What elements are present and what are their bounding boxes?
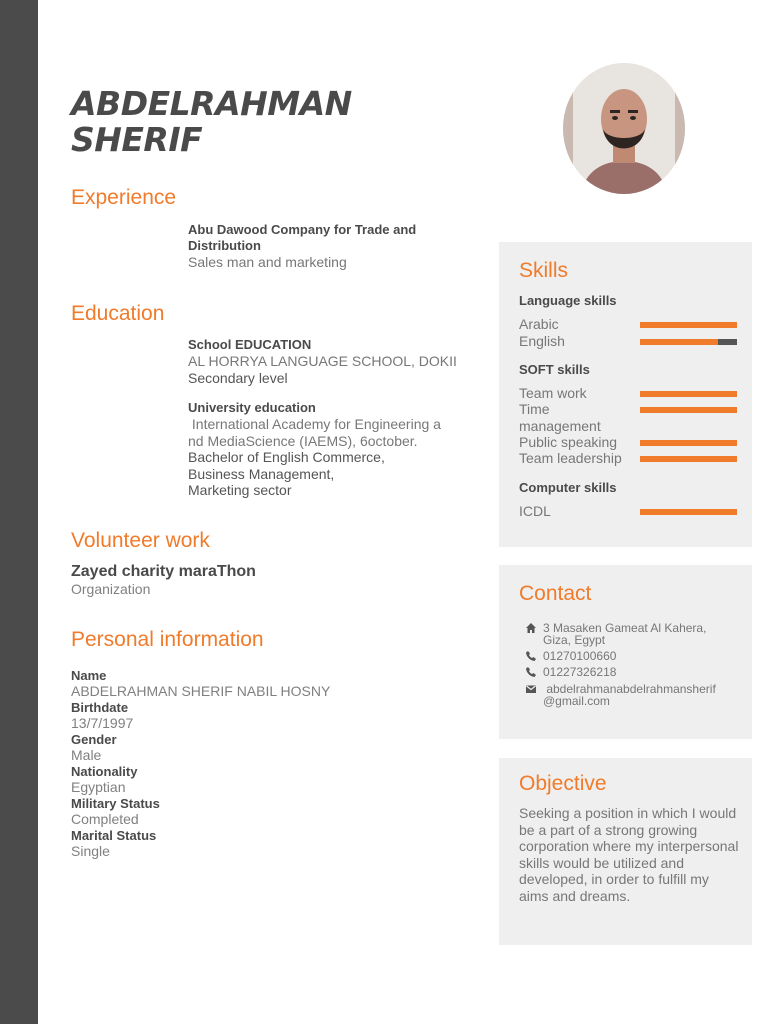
education-heading: Education bbox=[71, 302, 165, 325]
name-line-2: SHERIF bbox=[71, 120, 203, 159]
profile-photo bbox=[563, 63, 685, 194]
phone-icon bbox=[525, 666, 537, 678]
experience-heading: Experience bbox=[71, 186, 177, 209]
personal-value-name: ABDELRAHMAN SHERIF NABIL HOSNY bbox=[71, 683, 331, 699]
skill-bar-public-speaking bbox=[640, 440, 737, 446]
experience-entry bbox=[188, 222, 468, 271]
personal-value-nationality: Egyptian bbox=[71, 779, 126, 795]
university-degree-line-2: Business Management, bbox=[188, 465, 335, 482]
university-title: University education bbox=[188, 400, 316, 415]
university-degree-line-1: Bachelor of English Commerce, bbox=[188, 449, 385, 465]
skill-team-work: Team work bbox=[519, 385, 587, 401]
skills-heading: Skills bbox=[519, 259, 569, 282]
objective-panel bbox=[499, 758, 752, 945]
personal-label-nationality: Nationality bbox=[71, 764, 138, 779]
personal-heading: Personal information bbox=[71, 628, 264, 651]
contact-phone-1 bbox=[525, 650, 745, 662]
phone-icon bbox=[525, 650, 537, 662]
personal-value-military: Completed bbox=[71, 811, 139, 827]
personal-label-military: Military Status bbox=[71, 796, 160, 811]
home-icon bbox=[525, 622, 537, 634]
contact-phone-2-text: 01227326218 bbox=[543, 665, 617, 679]
volunteer-entry bbox=[71, 563, 371, 597]
personal-label-name: Name bbox=[71, 668, 107, 683]
contact-email-line-2: @gmail.com bbox=[543, 694, 610, 708]
computer-skills-title: Computer skills bbox=[519, 480, 617, 495]
experience-role: Sales man and marketing bbox=[188, 254, 347, 270]
objective-heading: Objective bbox=[519, 772, 607, 795]
school-level: Secondary level bbox=[188, 369, 288, 386]
skill-public-speaking: Public speaking bbox=[519, 434, 618, 450]
school-title: School EDUCATION bbox=[188, 337, 312, 352]
volunteer-heading: Volunteer work bbox=[71, 529, 210, 552]
university-degree-line-3: Marketing sector bbox=[188, 482, 292, 498]
skills-panel bbox=[499, 242, 752, 547]
school-institution: AL HORRYA LANGUAGE SCHOOL, DOKII bbox=[188, 353, 457, 369]
skill-bar-team-work bbox=[640, 391, 737, 397]
personal-value-marital: Single bbox=[71, 843, 110, 859]
skill-bar-icdl bbox=[640, 509, 737, 515]
skill-english: English bbox=[519, 333, 565, 349]
personal-info-list bbox=[71, 668, 451, 860]
skill-icdl: ICDL bbox=[519, 503, 551, 519]
objective-text: Seeking a position in which I would be a part of a strong growing corporation where my interpersonal skills would be utilized and developed, in order to fulfill my aims and dreams. bbox=[519, 805, 739, 904]
personal-value-gender: Male bbox=[71, 747, 102, 763]
personal-value-birthdate: 13/7/1997 bbox=[71, 715, 134, 731]
candidate-name bbox=[71, 86, 491, 158]
experience-company-line-1: Abu Dawood Company for Trade and bbox=[188, 222, 417, 237]
skill-team-leadership: Team leadership bbox=[519, 450, 622, 466]
envelope-icon bbox=[525, 683, 537, 695]
name-line-1: ABDELRAHMAN bbox=[71, 84, 352, 123]
contact-phone-2 bbox=[525, 666, 745, 678]
personal-label-marital: Marital Status bbox=[71, 828, 157, 843]
personal-label-birthdate: Birthdate bbox=[71, 700, 129, 715]
skill-arabic: Arabic bbox=[519, 316, 559, 332]
skill-time-management-line-1: Time bbox=[519, 401, 550, 417]
contact-email[interactable] bbox=[525, 683, 745, 707]
volunteer-title: Zayed charity maraThon bbox=[71, 563, 256, 580]
contact-address-line-1: 3 Masaken Gameat Al Kahera, bbox=[543, 621, 707, 635]
contact-phone-1-text: 01270100660 bbox=[543, 649, 617, 663]
personal-label-gender: Gender bbox=[71, 732, 117, 747]
university-institution-line-1: International Academy for Engineering a bbox=[188, 416, 441, 432]
skill-bar-arabic bbox=[640, 322, 737, 328]
contact-email-line-1: abdelrahmanabdelrahmansherif bbox=[543, 682, 716, 696]
skill-bar-english bbox=[640, 339, 737, 345]
volunteer-subtitle: Organization bbox=[71, 581, 151, 597]
experience-company-line-2: Distribution bbox=[188, 238, 261, 253]
education-school-entry bbox=[188, 337, 468, 386]
skill-bar-time-management bbox=[640, 407, 737, 413]
contact-address-line-2: Giza, Egypt bbox=[543, 633, 606, 647]
skill-time-management-line-2: management bbox=[519, 417, 601, 434]
education-university-entry bbox=[188, 400, 468, 499]
skill-time-management bbox=[519, 401, 637, 434]
language-skills-title: Language skills bbox=[519, 293, 617, 308]
contact-panel bbox=[499, 565, 752, 739]
contact-address bbox=[525, 622, 745, 646]
contact-heading: Contact bbox=[519, 582, 592, 605]
left-sidebar-stripe bbox=[0, 0, 38, 1024]
skill-bar-team-leadership bbox=[640, 456, 737, 462]
soft-skills-title: SOFT skills bbox=[519, 362, 590, 377]
university-institution-line-2: nd MediaScience (IAEMS), 6october. bbox=[188, 432, 418, 449]
